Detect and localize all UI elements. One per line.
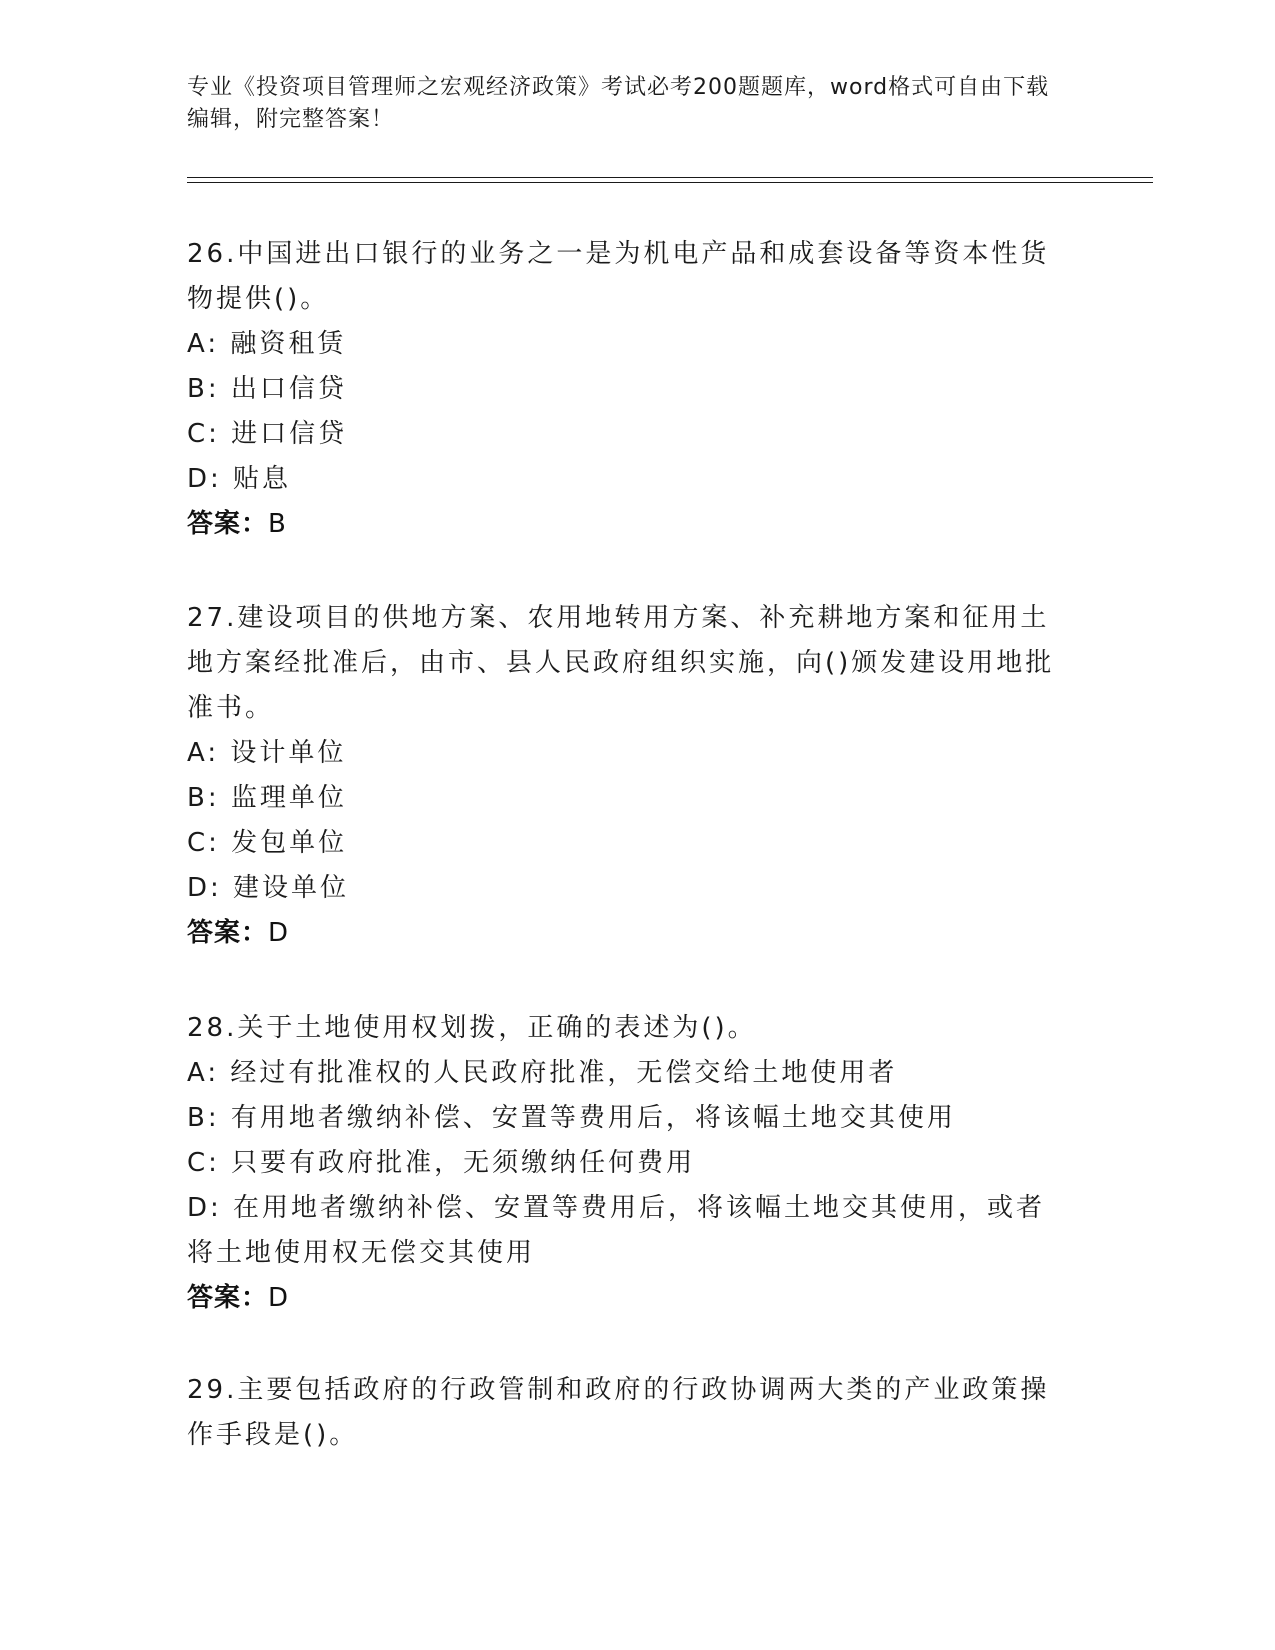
header-divider-bottom bbox=[187, 182, 1153, 183]
option-b: B: 监理单位 bbox=[187, 783, 347, 813]
option-b: B: 有用地者缴纳补偿、安置等费用后，将该幅土地交其使用 bbox=[187, 1103, 956, 1133]
question-28 bbox=[187, 1006, 1067, 1321]
question-29 bbox=[187, 1368, 1067, 1458]
answer-label: 答案： bbox=[187, 509, 269, 539]
answer-value: D bbox=[268, 918, 290, 948]
question-26 bbox=[187, 232, 1067, 547]
answer-line bbox=[187, 911, 1067, 956]
document-header: 专业《投资项目管理师之宏观经济政策》考试必考200题题库，word格式可自由下载编辑，附完整答案！ bbox=[187, 75, 1050, 132]
option-b: B: 出口信贷 bbox=[187, 374, 347, 404]
option-d: D: 建设单位 bbox=[187, 873, 350, 903]
answer-value: D bbox=[268, 1283, 290, 1313]
option-c: C: 只要有政府批准，无须缴纳任何费用 bbox=[187, 1148, 696, 1178]
option-c: C: 发包单位 bbox=[187, 828, 348, 858]
question-stem: 26.中国进出口银行的业务之一是为机电产品和成套设备等资本性货物提供()。 bbox=[187, 239, 1050, 314]
answer-line bbox=[187, 502, 1067, 547]
answer-label: 答案： bbox=[187, 1283, 269, 1313]
option-d: D: 贴息 bbox=[187, 464, 292, 494]
header-divider-top bbox=[187, 177, 1153, 178]
question-stem: 28.关于土地使用权划拨，正确的表述为()。 bbox=[187, 1013, 757, 1043]
question-27 bbox=[187, 596, 1067, 956]
option-a: A: 设计单位 bbox=[187, 738, 347, 768]
option-d: D: 在用地者缴纳补偿、安置等费用后，将该幅土地交其使用，或者将土地使用权无偿交其使用 bbox=[187, 1193, 1046, 1268]
question-stem: 29.主要包括政府的行政管制和政府的行政协调两大类的产业政策操作手段是()。 bbox=[187, 1375, 1050, 1450]
option-a: A: 经过有批准权的人民政府批准，无偿交给土地使用者 bbox=[187, 1058, 898, 1088]
answer-label: 答案： bbox=[187, 918, 269, 948]
answer-value: B bbox=[268, 509, 287, 539]
option-c: C: 进口信贷 bbox=[187, 419, 348, 449]
option-a: A: 融资租赁 bbox=[187, 329, 347, 359]
question-stem: 27.建设项目的供地方案、农用地转用方案、补充耕地方案和征用土地方案经批准后，由市、县人民政府组织实施，向()颁发建设用地批准书。 bbox=[187, 603, 1055, 723]
answer-line bbox=[187, 1276, 1067, 1321]
